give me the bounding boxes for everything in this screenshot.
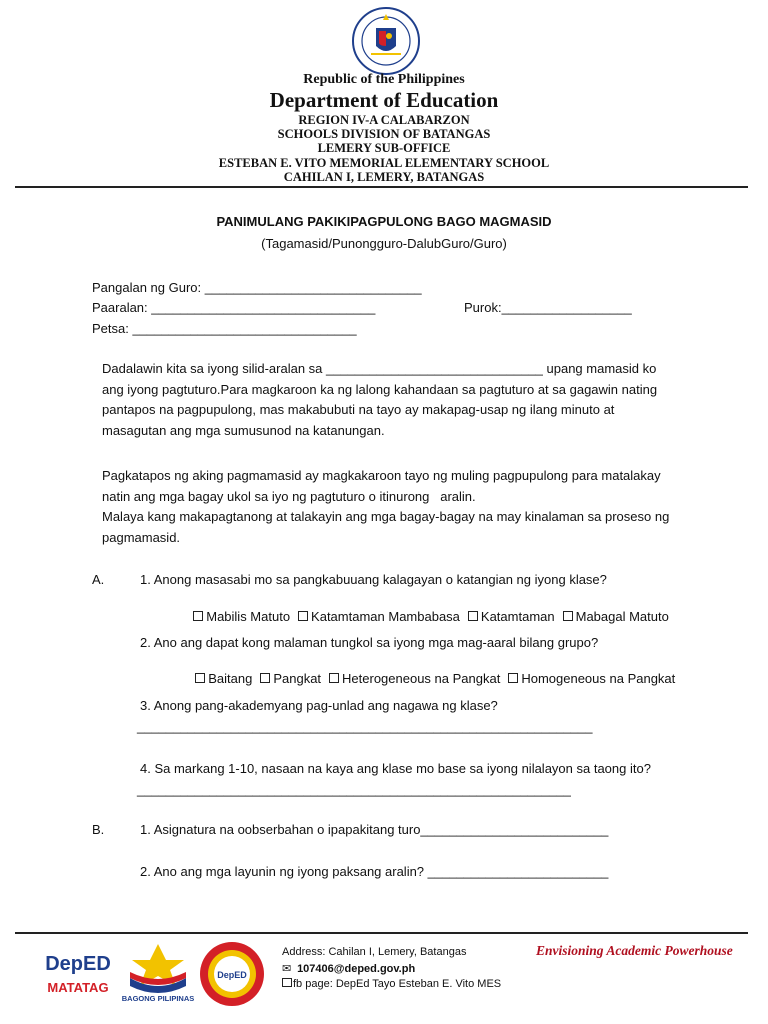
option-heterogeneous[interactable] [329, 671, 500, 686]
envelope-icon: ✉ [282, 963, 292, 975]
after-line: Pagkatapos ng aking pagmamasid ay magkakaroon tayo ng muling pagpupulong para matalakay [102, 468, 661, 483]
district-field[interactable]: Purok:__________________ [464, 300, 632, 315]
school-address-line: CAHILAN I, LEMERY, BATANGAS [283, 170, 485, 184]
after-line: natin ang mga bagay ukol sa iyo ng pagtuturo o itinurong aralin. [102, 488, 476, 504]
svg-text:BAGONG PILIPINAS: BAGONG PILIPINAS [121, 994, 195, 1003]
deped-seal-logo [349, 6, 423, 76]
option-label: Katamtaman [480, 609, 555, 624]
checkbox-icon[interactable] [195, 673, 205, 683]
checkbox-icon[interactable] [468, 611, 478, 621]
option-label: Baitang [208, 671, 253, 686]
republic-heading: Republic of the Philippines [303, 72, 465, 87]
footer-tagline: Envisioning Academic Powerhouse [536, 943, 733, 958]
school-seal-logo [198, 940, 266, 1008]
bagong-pilipinas-logo [120, 938, 196, 1004]
intro-line: masagutan ang mga sumusunod na katanungan. [102, 422, 385, 438]
checkbox-icon[interactable] [563, 611, 573, 621]
footer-address: Address: Cahilan I, Lemery, Batangas [282, 946, 467, 958]
question-b2[interactable]: 2. Ano ang mga layunin ng iyong paksang aralin? _________________________ [140, 864, 609, 879]
footer-email-row [282, 962, 415, 975]
division-line: SCHOOLS DIVISION OF BATANGAS [277, 127, 491, 141]
option-katamtaman[interactable] [468, 609, 555, 624]
q1-options [186, 594, 677, 624]
computer-icon [282, 978, 292, 987]
after-line: Malaya kang makapagtanong at talakayin ang mga bagay-bagay na may kinalaman sa proseso ng [102, 509, 670, 524]
section-a-label: A. [92, 572, 105, 587]
intro-line: pantapos na pagpupulong, mas makabubuti na tayo ay makapag-usap ng ilang minuto at [102, 402, 615, 417]
option-label: Mabagal Matuto [575, 609, 669, 624]
svg-text:DepED: DepED [45, 953, 111, 975]
checkbox-icon[interactable] [260, 673, 270, 683]
question-a2: 2. Ano ang dapat kong malaman tungkol sa iyong mga mag-aaral bilang grupo? [140, 635, 599, 650]
question-b1[interactable]: 1. Asignatura na oobserbahan o ipapakitang turo__________________________ [140, 822, 609, 837]
option-label: Homogeneous na Pangkat [521, 671, 676, 686]
option-label: Mabilis Matuto [206, 609, 291, 624]
header-divider [15, 186, 748, 188]
checkbox-icon[interactable] [298, 611, 308, 621]
question-a1: 1. Anong masasabi mo sa pangkabuuang kalagayan o katangian ng iyong klase? [140, 572, 607, 587]
deped-matatag-logo [40, 940, 116, 1002]
school-field[interactable]: Paaralan: _______________________________ [92, 300, 376, 315]
footer-fb-row [282, 978, 501, 990]
checkbox-icon[interactable] [329, 673, 339, 683]
option-label: Pangkat [273, 671, 322, 686]
answer-line-a3[interactable]: _______________________________________________________________ [137, 719, 593, 734]
footer-email[interactable]: 107406@deped.gov.ph [297, 963, 416, 975]
sub-office-line: LEMERY SUB-OFFICE [317, 141, 451, 155]
checkbox-icon[interactable] [508, 673, 518, 683]
department-heading: Department of Education [269, 88, 499, 112]
form-title: PANIMULANG PAKIKIPAGPULONG BAGO MAGMASID [216, 214, 552, 229]
checkbox-icon[interactable] [193, 611, 203, 621]
school-name-line: ESTEBAN E. VITO MEMORIAL ELEMENTARY SCHOOL [218, 156, 550, 170]
question-a4: 4. Sa markang 1-10, nasaan na kaya ang klase mo base sa iyong nilalayon sa taong ito? [140, 761, 651, 776]
after-observation-paragraph [102, 466, 682, 548]
footer-divider [15, 932, 748, 934]
option-mabagal-matuto[interactable] [563, 609, 669, 624]
question-a3: 3. Anong pang-akademyang pag-unlad ang nagawa ng klase? [140, 698, 498, 713]
intro-line: Dadalawin kita sa iyong silid-aralan sa ______________________________ upang mamasid ko [102, 361, 657, 376]
option-homogeneous[interactable] [508, 671, 675, 686]
date-field[interactable]: Petsa: _______________________________ [92, 321, 357, 336]
intro-line: ang iyong pagtuturo.Para magkaroon ka ng lalong kahandaan sa pagtuturo at sa gagawin nating [102, 381, 658, 397]
q2-options [188, 656, 675, 686]
teacher-name-field[interactable]: Pangalan ng Guro: ______________________________ [92, 280, 422, 295]
svg-text:DepED: DepED [217, 970, 247, 980]
option-label: Heterogeneous na Pangkat [342, 671, 501, 686]
section-b-label: B. [92, 822, 105, 837]
region-line: REGION IV-A CALABARZON [298, 113, 470, 127]
intro-paragraph [102, 359, 682, 441]
option-mabilis-matuto[interactable] [193, 609, 290, 624]
footer-fb[interactable]: fb page: DepEd Tayo Esteban E. Vito MES [293, 978, 502, 990]
option-pangkat[interactable] [260, 671, 321, 686]
svg-text:MATATAG: MATATAG [47, 980, 109, 995]
after-line: pagmamasid. [102, 529, 181, 545]
option-katamtaman-mambabasa[interactable] [298, 609, 460, 624]
form-subtitle: (Tagamasid/Punongguro-DalubGuro/Guro) [261, 236, 507, 251]
answer-line-a4[interactable]: ____________________________________________________________ [137, 782, 571, 797]
option-baitang[interactable] [195, 671, 252, 686]
option-label: Katamtaman Mambabasa [311, 609, 460, 624]
